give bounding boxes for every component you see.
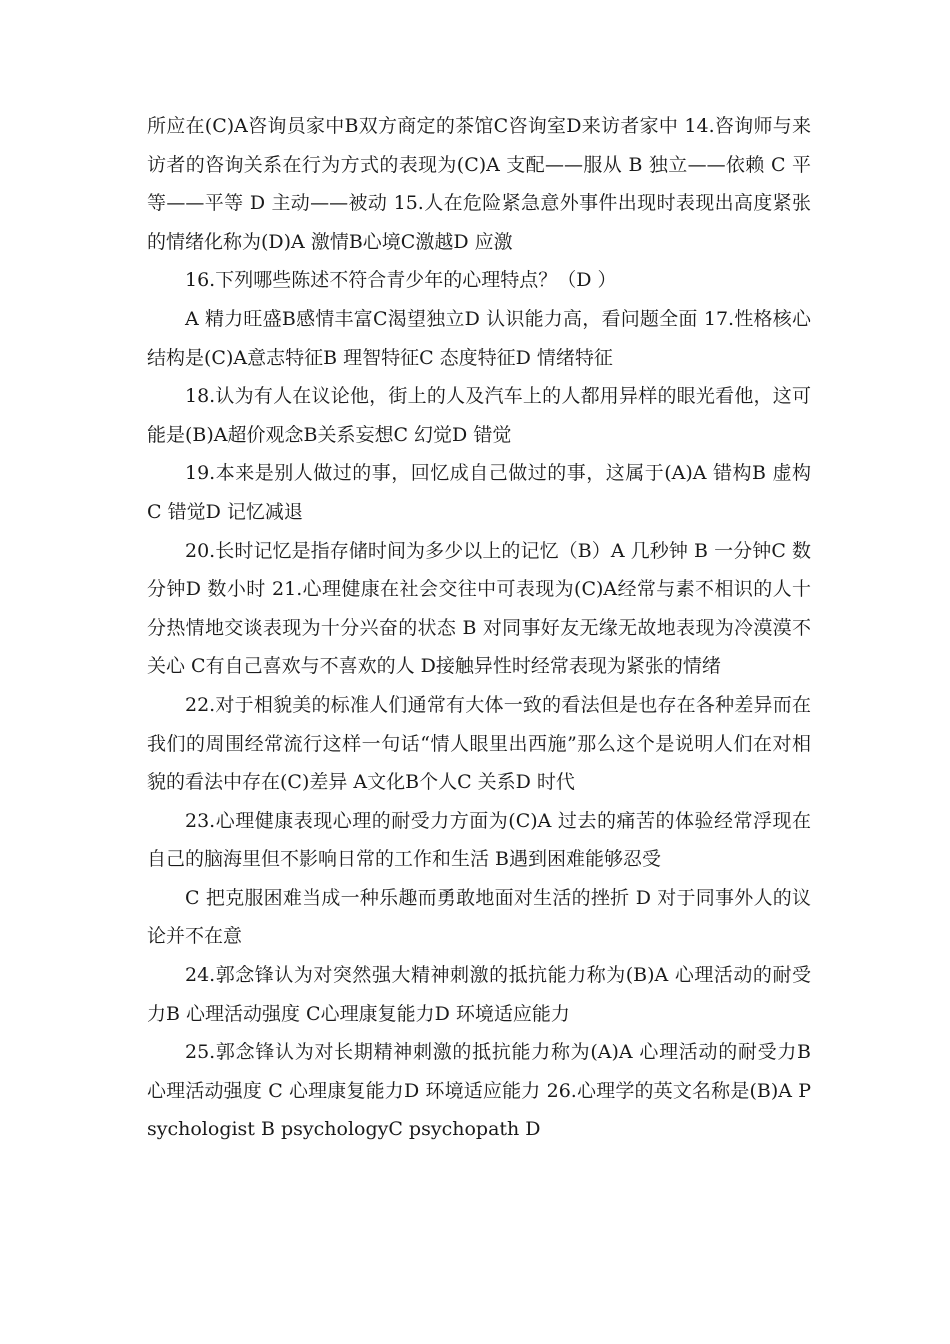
paragraph-question-24: 24.郭念锋认为对突然强大精神刺激的抵抗能力称为(B)A 心理活动的耐受力B 心理活动强度 C心理康复能力D 环境适应能力 (147, 964, 811, 1025)
document-body (147, 107, 811, 1149)
paragraph-question-19: 19.本来是别人做过的事，回忆成自己做过的事，这属于(A)A 错构B 虚构C 错觉D 记忆减退 (147, 462, 811, 523)
paragraph-question-16: 16.下列哪些陈述不符合青少年的心理特点？（D ） (185, 269, 617, 292)
paragraph-questions-20-21: 20.长时记忆是指存储时间为多少以上的记忆（B）A 几秒钟 B 一分钟C 数分钟D 数小时 21.心理健康在社会交往中可表现为(C)A经常与素不相识的人十分热情地交谈表现为十分兴奋的状态 B 对同事好友无缘无故地表现为冷漠漠不关心 C有自己喜欢与不喜欢的人 D接触异性时经常表现为紧张的情绪 (147, 539, 811, 678)
paragraph-question-18: 18.认为有人在议论他，街上的人及汽车上的人都用异样的眼光看他，这可能是(B)A超价观念B关系妄想C 幻觉D 错觉 (147, 385, 811, 446)
paragraph-question-22: 22.对于相貌美的标准人们通常有大体一致的看法但是也存在各种差异而在我们的周围经常流行这样一句话“情人眼里出西施”那么这个是说明人们在对相貌的看法中存在(C)差异 A文化B个人C 关系D 时代 (147, 693, 811, 794)
paragraph-question-16-options-17: A 精力旺盛B感情丰富C渴望独立D 认识能力高，看问题全面 17.性格核心结构是(C)A意志特征B 理智特征C 态度特征D 情绪特征 (147, 307, 811, 369)
paragraph-questions-13-15: 所应在(C)A咨询员家中B双方商定的茶馆C咨询室D来访者家中 14.咨询师与来访者的咨询关系在行为方式的表现为(C)A 支配——服从 B 独立——依赖 C 平等——平等 D 主动——被动 15.人在危险紧急意外事件出现时表现出高度紧张的情绪化称为(D)A 激情B心境C激越D 应激 (147, 115, 811, 253)
paragraph-question-23: 23.心理健康表现心理的耐受力方面为(C)A 过去的痛苦的体验经常浮现在自己的脑海里但不影响日常的工作和生活 B遇到困难能够忍受 (147, 809, 811, 871)
paragraph-question-23-continued: C 把克服困难当成一种乐趣而勇敢地面对生活的挫折 D 对于同事外人的议论并不在意 (147, 886, 811, 948)
paragraph-questions-25-26: 25.郭念锋认为对长期精神刺激的抵抗能力称为(A)A 心理活动的耐受力B 心理活动强度 C 心理康复能力D 环境适应能力 26.心理学的英文名称是(B)A Psychologist B psychologyC psychopath D (147, 1041, 811, 1141)
